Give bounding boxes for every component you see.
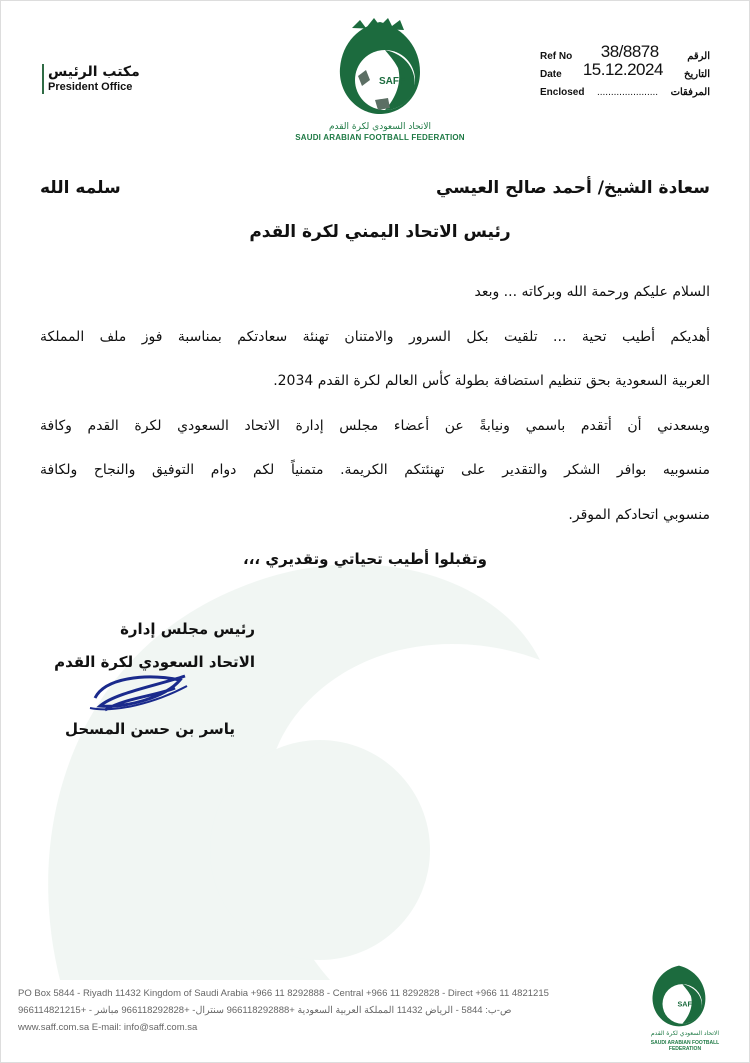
enclosed-label-en: Enclosed [540,87,585,98]
federation-name-ar: الاتحاد السعودي لكرة القدم [328,122,432,132]
body-line: العربية السعودية بحق تنظيم استضافة بطولة كأس العالم لكرة القدم 2034. [273,373,710,389]
ref-value: 38/8878 [600,42,659,61]
saff-logo-icon [330,18,430,118]
date-label-en: Date [540,69,562,80]
ref-label-en: Ref No [540,51,573,62]
letter-body [40,284,710,551]
footer-line-ar: ص-ب: 5844 - الرياض 11432 المملكة العربية السعودية +966118292888 سنترال- +966118292828 مباشر - +966114821215 [18,1005,512,1016]
enclosed-label-ar: المرفقات [670,87,710,98]
president-office-label [42,64,140,94]
greeting: السلام عليكم ورحمة الله وبركاته ... وبعد [474,284,710,300]
office-en: President Office [48,81,133,93]
logo-text: SAFF [378,76,406,87]
footer-logo-text: SAFF [677,999,697,1009]
ref-label-ar: الرقم [687,51,710,62]
enclosed-row [540,80,710,98]
footer-federation-ar: الاتحاد السعودي لكرة القدم [650,1030,720,1037]
addressee-blessing: سلمه الله [40,178,121,198]
body-line: منسوبي اتحادكم الموقر. [568,506,710,523]
reference-block [540,44,710,98]
federation-name-en: SAUDI ARABIAN FOOTBALL FEDERATION [295,133,465,142]
enclosed-value: ...................... [596,87,659,98]
footer-saff-logo-icon [646,963,712,1029]
signer-title-1: رئيس مجلس إدارة [120,620,255,638]
body-line: أهديكم أطيب تحية ... تلقيت بكل السرور والامتنان تهنئة سعادتكم بمناسبة فوز ملف المملكة [40,328,710,345]
signer-title-2: الاتحاد السعودي لكرة القدم [54,653,255,671]
addressee-name: سعادة الشيخ/ أحمد صالح العيسي [435,178,710,198]
date-value: 15.12.2024 [582,60,663,79]
office-ar: مكتب الرئيس [48,64,140,80]
date-row [540,62,710,80]
closing: وتقبلوا أطيب تحياتي وتقديري ،،، [243,550,487,568]
footer-federation-en: SAUDI ARABIAN FOOTBALL FEDERATION [650,1040,720,1052]
date-label-ar: التاريخ [684,69,710,80]
footer-contact [18,985,549,1036]
signer-name: ياسر بن حسن المسحل [64,720,235,738]
signature-icon [85,668,190,718]
body-line: ويسعدني أن أتقدم باسمي ونيابةً عن أعضاء مجلس إدارة الاتحاد السعودي لكرة القدم وكافة [40,417,710,434]
footer-web-email[interactable]: www.saff.com.sa E-mail: info@saff.com.sa [18,1022,198,1033]
addressee-title: رئيس الاتحاد اليمني لكرة القدم [249,222,511,242]
watermark-falcon-icon [0,520,560,980]
footer-line-en: PO Box 5844 - Riyadh 11432 Kingdom of Saudi Arabia +966 11 8292888 - Central +966 11 8292828 - Direct +966 11 4821215 [18,988,549,999]
body-line: منسوبيه بوافر الشكر والتقدير على تهنئتكم الكريمة. متمنياً لكم دوام التوفيق والنجاح ولكافة [40,462,710,478]
